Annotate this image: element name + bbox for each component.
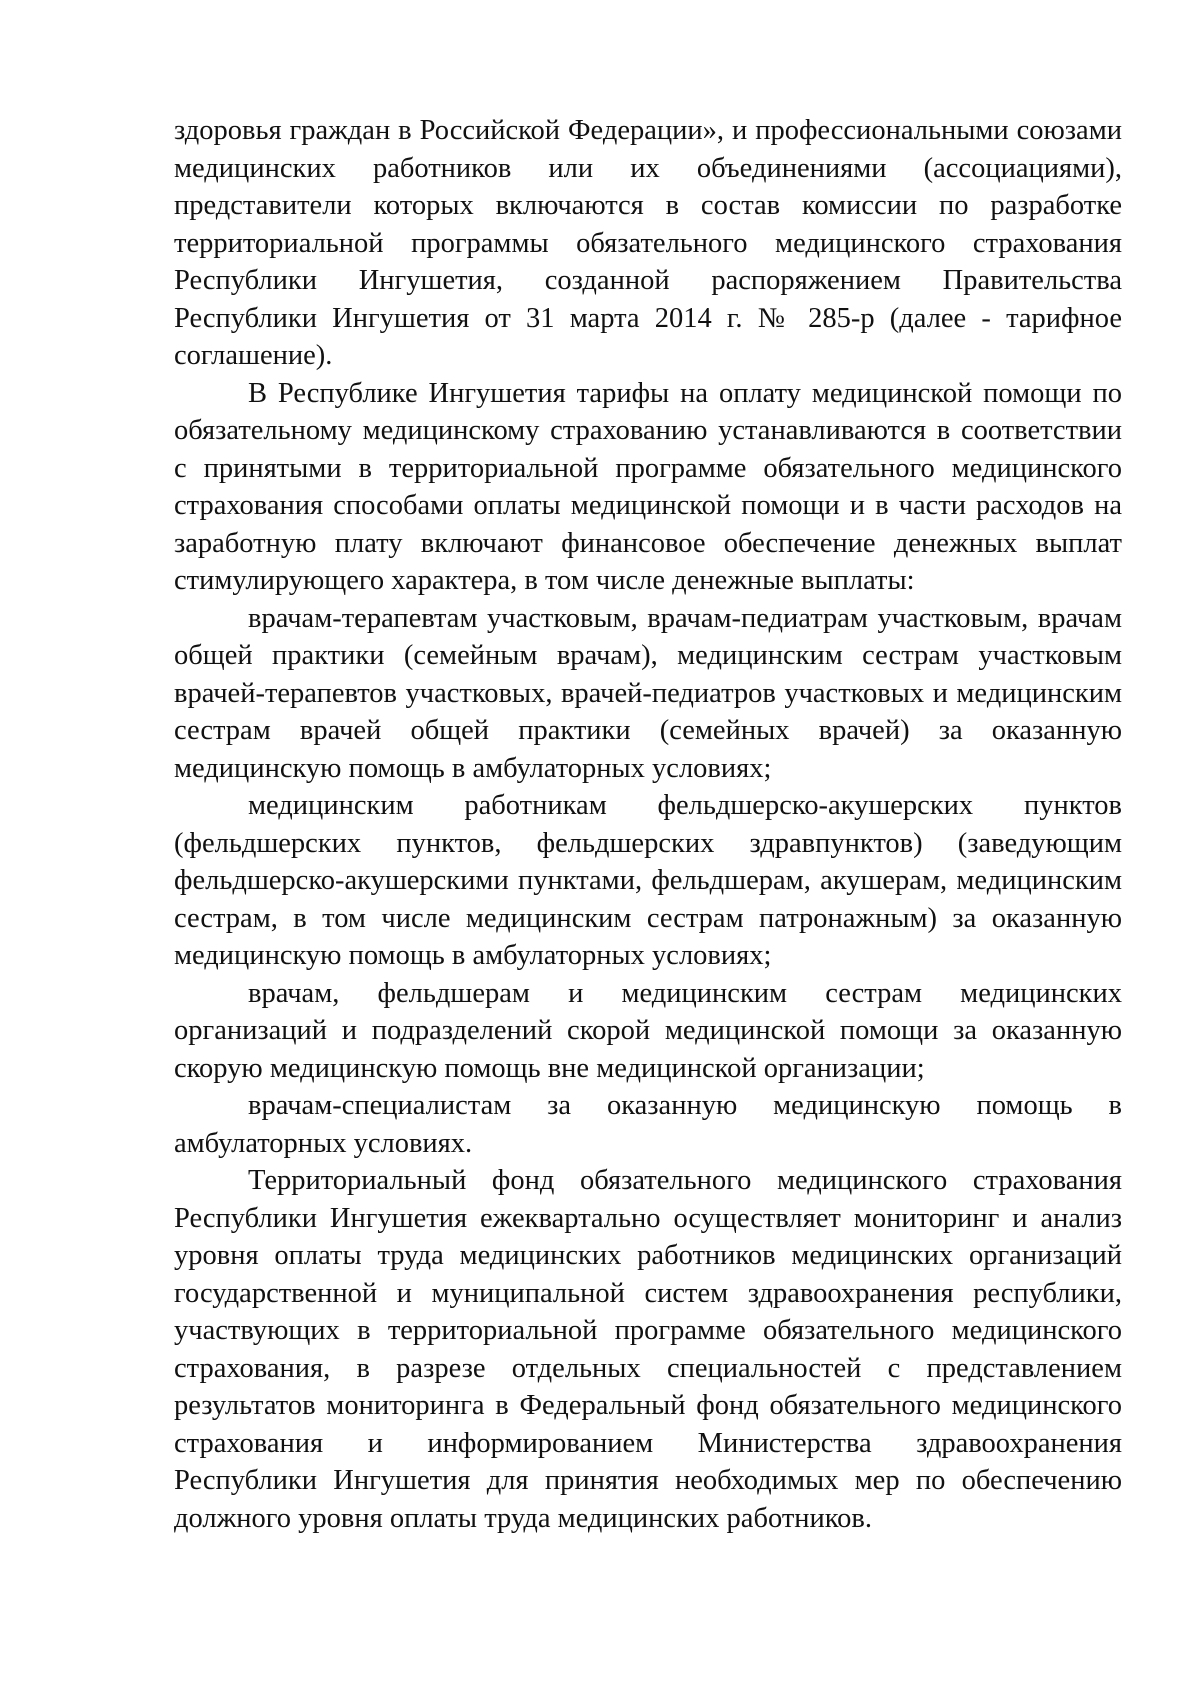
paragraph-monitoring: Территориальный фонд обязательного медицинского страхования Республики Ингушетия ежеквартально осуществляет мониторинг и анализ уровня оплаты труда медицинских работников медицинских организаций государственной и муниципальной систем здравоохранения республики, участвующих в территориальной программе обязательного медицинского страхования, в разрезе отдельных специальностей с представлением результатов мониторинга в Федеральный фонд обязательного медицинского страхования и информированием Министерства здравоохранения Республики Ингушетия для принятия необходимых мер по обеспечению должного уровня оплаты труда медицинских работников. (174, 1165, 1122, 1534)
document-body (174, 112, 1122, 1537)
paragraph-tariffs: В Республике Ингушетия тарифы на оплату медицинской помощи по обязательному медицинскому страхованию устанавливаются в соответствии с принятыми в территориальной программе обязательного медицинского страхования способами оплаты медицинской помощи и в части расходов на заработную плату включают финансовое обеспечение денежных выплат стимулирующего характера, в том числе денежные выплаты: (174, 377, 1122, 596)
paragraph-continuation: здоровья граждан в Российской Федерации», и профессиональными союзами медицинских работников или их объединениями (ассоциациями), представители которых включаются в состав комиссии по разработке территориальной программы обязательного медицинского страхования Республики Ингушетия, созданной распоряжением Правительства Республики Ингушетия от 31 марта 2014 г. № 285-р (далее - тарифное соглашение). (174, 115, 1122, 371)
paragraph-district-doctors: врачам-терапевтам участковым, врачам-педиатрам участковым, врачам общей практики (семейным врачам), медицинским сестрам участковым врачей-терапевтов участковых, врачей-педиатров участковых и медицинским сестрам врачей общей практики (семейных врачей) за оказанную медицинскую помощь в амбулаторных условиях; (174, 602, 1122, 784)
paragraph-emergency-care: врачам, фельдшерам и медицинским сестрам медицинских организаций и подразделений скорой медицинской помощи за оказанную скорую медицинскую помощь вне медицинской организации; (174, 977, 1122, 1084)
paragraph-feldsher-points: медицинским работникам фельдшерско-акушерских пунктов (фельдшерских пунктов, фельдшерских здравпунктов) (заведующим фельдшерско-акушерскими пунктами, фельдшерам, акушерам, медицинским сестрам, в том числе медицинским сестрам патронажным) за оказанную медицинскую помощь в амбулаторных условиях; (174, 790, 1122, 971)
paragraph-specialists: врачам-специалистам за оказанную медицинскую помощь в амбулаторных условиях. (174, 1090, 1122, 1159)
